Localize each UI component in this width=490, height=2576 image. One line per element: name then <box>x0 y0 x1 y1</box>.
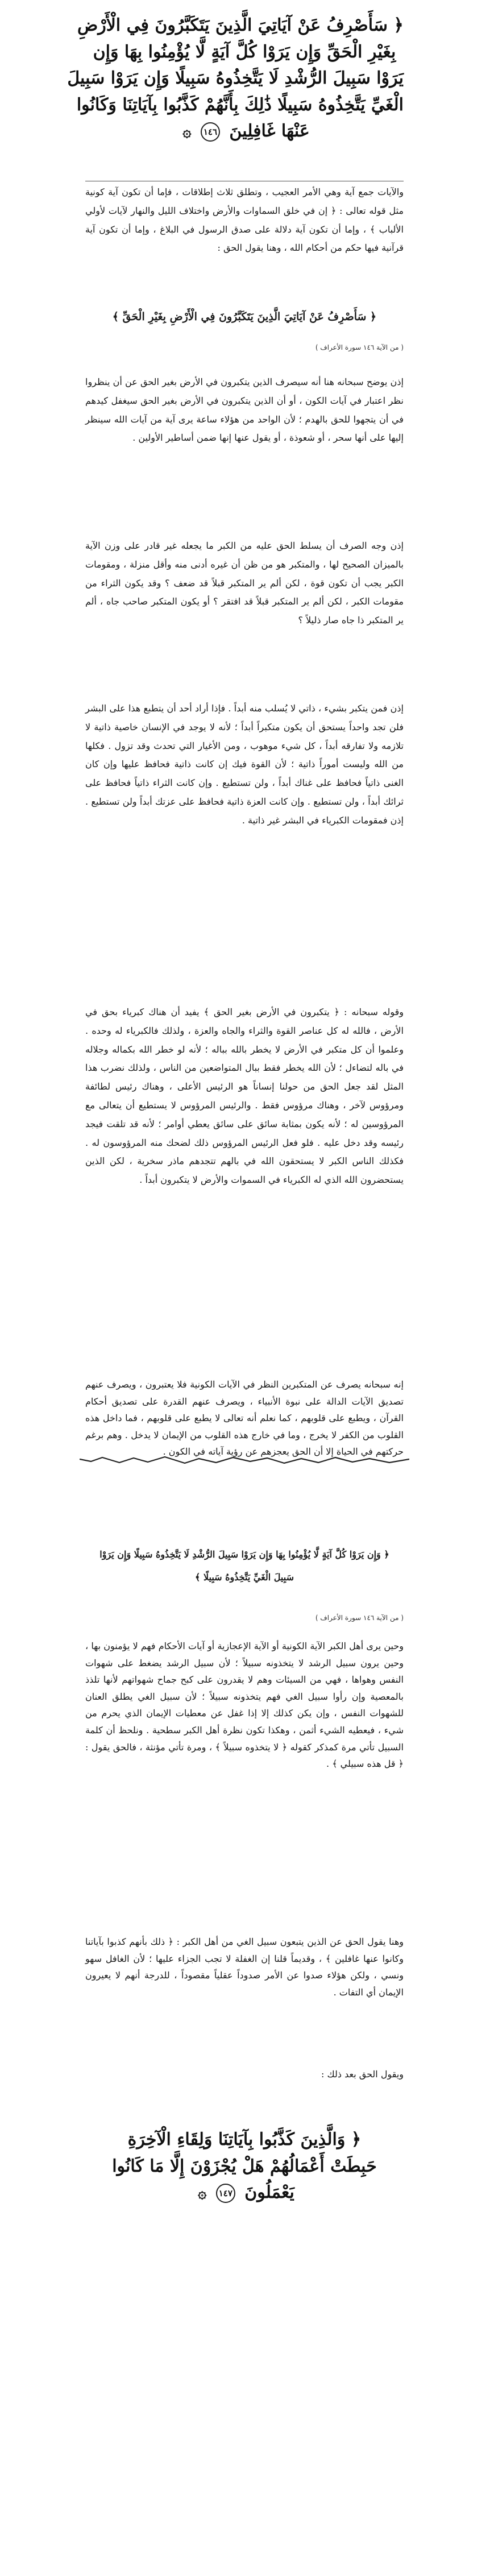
ayah-number-badge: ١٤٧ <box>216 2184 235 2203</box>
verse-reference-1: ( من الآية ١٤٦ سورة الأعراف ) <box>315 343 404 351</box>
quote-verse-1: ﴿ سَأَصْرِفُ عَنْ آيَاتِيَ الَّذِينَ يَتَكَبَّرُونَ فِي الْأَرْضِ بِغَيْرِ الْحَقِّ ﴾ <box>112 310 377 323</box>
torn-page-edge <box>80 1449 409 1472</box>
verse-147-line-3 <box>85 2180 404 2206</box>
verse-146-line-5 <box>85 118 404 145</box>
ayah-number-badge: ١٤٦ <box>201 122 220 142</box>
verse-147-last-words: يَعْمَلُونَ <box>244 2182 294 2202</box>
paragraph-9: ويقول الحق بعد ذلك : <box>321 2069 404 2080</box>
paragraph-3: إذن وجه الصرف أن يسلط الحق عليه من الكبر ما يجعله غير قادر على وزن الآية بالميزان الصحيح لها ، والمتكبر هو من ظن أن غيره أدنى منه وأقل منزلة ، ومقومات الكبر يجب أن تكون قوة ، لكن ألم ير المتكبر قبلاً قد ضعف ؟ وقد يكون الثراء من مقومات الكبر ، لكن ألم ير المتكبر قبلاً قد افتقر ؟ أو يكون المتكبر صاحب جاه ، ألم ير المتكبر ذا جاه صار ذليلاً ؟ <box>85 540 404 626</box>
paragraph-5: وقوله سبحانه : ﴿ يتكبرون في الأرض بغير الحق ﴾ يفيد أن هناك كبرياء بحق في الأرض ، فالله له كل عناصر القوة والثراء والجاه والعزة ، ولذلك فالكبرياء له وحده . وعلموا أن كل متكبر في الأرض لا يخطر بالله بباله ؛ لأنه لو خطر الله بكماله وجلاله في باله لتضاءل ؛ لأن الله يخطر فقط ببال المتواضعين من الناس ، ولذلك نضرب هذا المثل لقد جعل الحق من حولنا إنساناً هو الرئيس الأعلى ، وهناك رئيس لطائفة ومرؤوس لآخر ، وهناك مرؤوس فقط . والرئيس المرؤوس لا يستطيع أن يتعالى مع المرؤوسين له ؛ لأنه يكون بمثابة سائق على سائق يعطي أوامر ؛ لأنه قد تلقت فيجد رئيسه وقد دخل عليه . فلو فعل الرئيس المرؤوس ذلك لضحك منه المرؤوسون له . فكذلك الناس الكبر لا يستحقون الله في بالهم تتجدهم ماذر سخرية ، لكن الذين يستحضرون الله الذي له الكبرياء في السموات والأرض لا يتكبرون أبداً . <box>85 1007 404 1186</box>
paragraph-6: إنه سبحانه يصرف عن المتكبرين النظر في الآيات الكونية فلا يعتبرون ، ويصرف عنهم تصديق الآيات الدالة على نبوة الأنبياء ، ويصرف عنهم القدرة على تصديق أحكام القرآن ، ويطبع على قلوبهم ، كما نعلم أنه تعالى لا يطبع على قلوبهم ، فما داخل هذه القلوب من الكفر لا يخرج ، وما في خارج هذه القلوب من الإيمان لا يدخل . وهم برغم حركتهم في الحياة إلا أن الحق يعجزهم عن رؤية آياته في الكون . <box>85 1379 404 1457</box>
paragraph-1: والآيات جمع آية وهي الأمر العجيب ، وتطلق ثلاث إطلاقات ، فإما أن تكون آية كونية مثل قوله تعالى : ﴿ إن في خلق السماوات والأرض واختلاف الليل والنهار لآيات لأولي الألباب ﴾ ، وإما أن تكون آية دلالة على صدق الرسول في البلاغ ، وإما أن تكون آية قرآنية فيها حكم من أحكام الله ، وهنا يقول الحق : <box>85 187 404 254</box>
verse-146 <box>67 13 404 145</box>
verse-146-line-3: يَرَوْا سَبِيلَ الرُّشْدِ لَا يَتَّخِذُوهُ سَبِيلًا وَإِن يَرَوْا سَبِيلَ <box>67 68 404 88</box>
verse-147-line-1: ﴿ وَالَّذِينَ كَذَّبُوا بِآيَاتِنَا وَلِقَاءِ الْآخِرَةِ <box>127 2130 362 2150</box>
ornament-icon: ۞ <box>198 2184 207 2202</box>
verse-reference-2: ( من الآية ١٤٦ سورة الأعراف ) <box>315 1614 404 1622</box>
verse-146-line-4: الْغَيِّ يَتَّخِذُوهُ سَبِيلًا ذَٰلِكَ بِأَنَّهُمْ كَذَّبُوا بِآيَاتِنَا وَكَانُوا <box>76 94 404 115</box>
page-bottom-margin <box>0 2536 490 2576</box>
quote-verse-2-line-2: سَبِيلَ الْغَيِّ يَتَّخِذُوهُ سَبِيلًا ﴾ <box>195 1572 294 1583</box>
paragraph-4: إذن فمن يتكبر بشيء ، ذاتي لا يُسلب منه أبداً . فإذا أراد أحد أن يتطبع هذا على البشر فلن تجد واحداً يستحق أن يكون متكبراً أبداً ؛ لأنه لا يوجد في الإنسان خاصية ذاتية لا تلازمه ولا تفارقه أبداً ، كل شيء موهوب ، ومن الأغيار التي تحدث وقد تزول . فكلها من الله وليست أموراً ذاتية ؛ لأن القوة فيك إن كانت ذاتية فحافظ عليها وإن كان الغنى ذاتياً فحافظ على غناك أبداً ، ولن تستطيع . وإن كانت الثراء ذاتياً فحافظ على ثرائك أبداً ، ولن تستطيع . وإن كانت العزة ذاتية فحافظ على عزتك أبداً ولن تستطيع . إذن فمقومات الكبرياء في البشر غير ذاتية . <box>85 703 404 826</box>
paragraph-8: وهنا يقول الحق عن الذين يتبعون سبيل الغي من أهل الكبر : ﴿ ذلك بأنهم كذبوا بآياتنا وكانوا عنها غافلين ﴾ ، وقديماً قلنا إن الغفلة لا تجب الجزاء عليها ؛ لأن الغافل سهو ونسي ، ولكن هؤلاء صدوا عن الأمر صدوداً عقلياً مقصوداً ، للدرجة أنهم لا يعيرون الإيمان أي التفات . <box>85 1936 404 1998</box>
paragraph-2: إذن يوضح سبحانه هنا أنه سيصرف الذين يتكبرون في الأرض بغير الحق عن أن ينظروا نظر اعتبار في آيات الكون ، أو أن الذين يتكبرون في الأرض بغير الحق سيغفل كيدهم في أن يتجهوا للحق بالهدم ؛ لأن الواحد من هؤلاء ساعة يرى آية من آيات الله سينظر إليها على أنها سحر ، أو شعوذة ، أو يقول عنها إنها ضمن أساطير الأولين . <box>85 376 404 444</box>
quote-verse-2-line-1: ﴿ وَإِن يَرَوْا كُلَّ آيَةٍ لَّا يُؤْمِنُوا بِهَا وَإِن يَرَوْا سَبِيلَ الرُّشْدِ لَا يَتَّخِذُوهُ سَبِيلًا وَإِن يَرَوْا <box>99 1549 389 1560</box>
verse-147 <box>85 2127 404 2206</box>
ornament-icon: ۞ <box>182 123 192 140</box>
verse-146-line-2: بِغَيْرِ الْحَقِّ وَإِن يَرَوْا كُلَّ آيَةٍ لَّا يُؤْمِنُوا بِهَا وَإِن <box>93 42 396 62</box>
verse-146-line-1: ﴿ سَأَصْرِفُ عَنْ آيَاتِيَ الَّذِينَ يَتَكَبَّرُونَ فِي الْأَرْضِ <box>77 15 404 35</box>
verse-146-last-words: عَنْهَا غَافِلِينَ <box>229 121 310 141</box>
verse-147-line-2: حَبِطَتْ أَعْمَالُهُمْ هَلْ يُجْزَوْنَ إِلَّا مَا كَانُوا <box>112 2156 377 2176</box>
paragraph-7: وحين يرى أهل الكبر الآية الكونية أو الآية الإعجازية أو آيات الأحكام فهم لا يؤمنون بها ، وحين يرون سبيل الرشد لا يتخذونه سبيلاً ؛ لأن سبيل الرشد يضغط على شهوات النفس وهواها ، فهي من السيئات وهم لا يقدرون على كبح جماح شهواتهم لأنها تلذذ بالمعصية وإن رأوا سبيل الغي فهم يتخذونه سبيلاً ؛ لأن سبيل الغي يطلق العنان للشهوات النفس ، وإن يكن كذلك إلا إذا غفل عن معطيات الإيمان الذي يحرم من شيء ، فيعطيه الشيء أثمن ، وهكذا تكون نظرة أهل الكبر سطحية . ونلحظ أن كلمة السبيل تأتي مرة كمذكر كقوله ﴿ لا يتخذوه سبيلاً ﴾ ، ومرة تأتي مؤنثة ، فالحق يقول : ﴿ قل هذه سبيلي ﴾ . <box>85 1641 404 1770</box>
